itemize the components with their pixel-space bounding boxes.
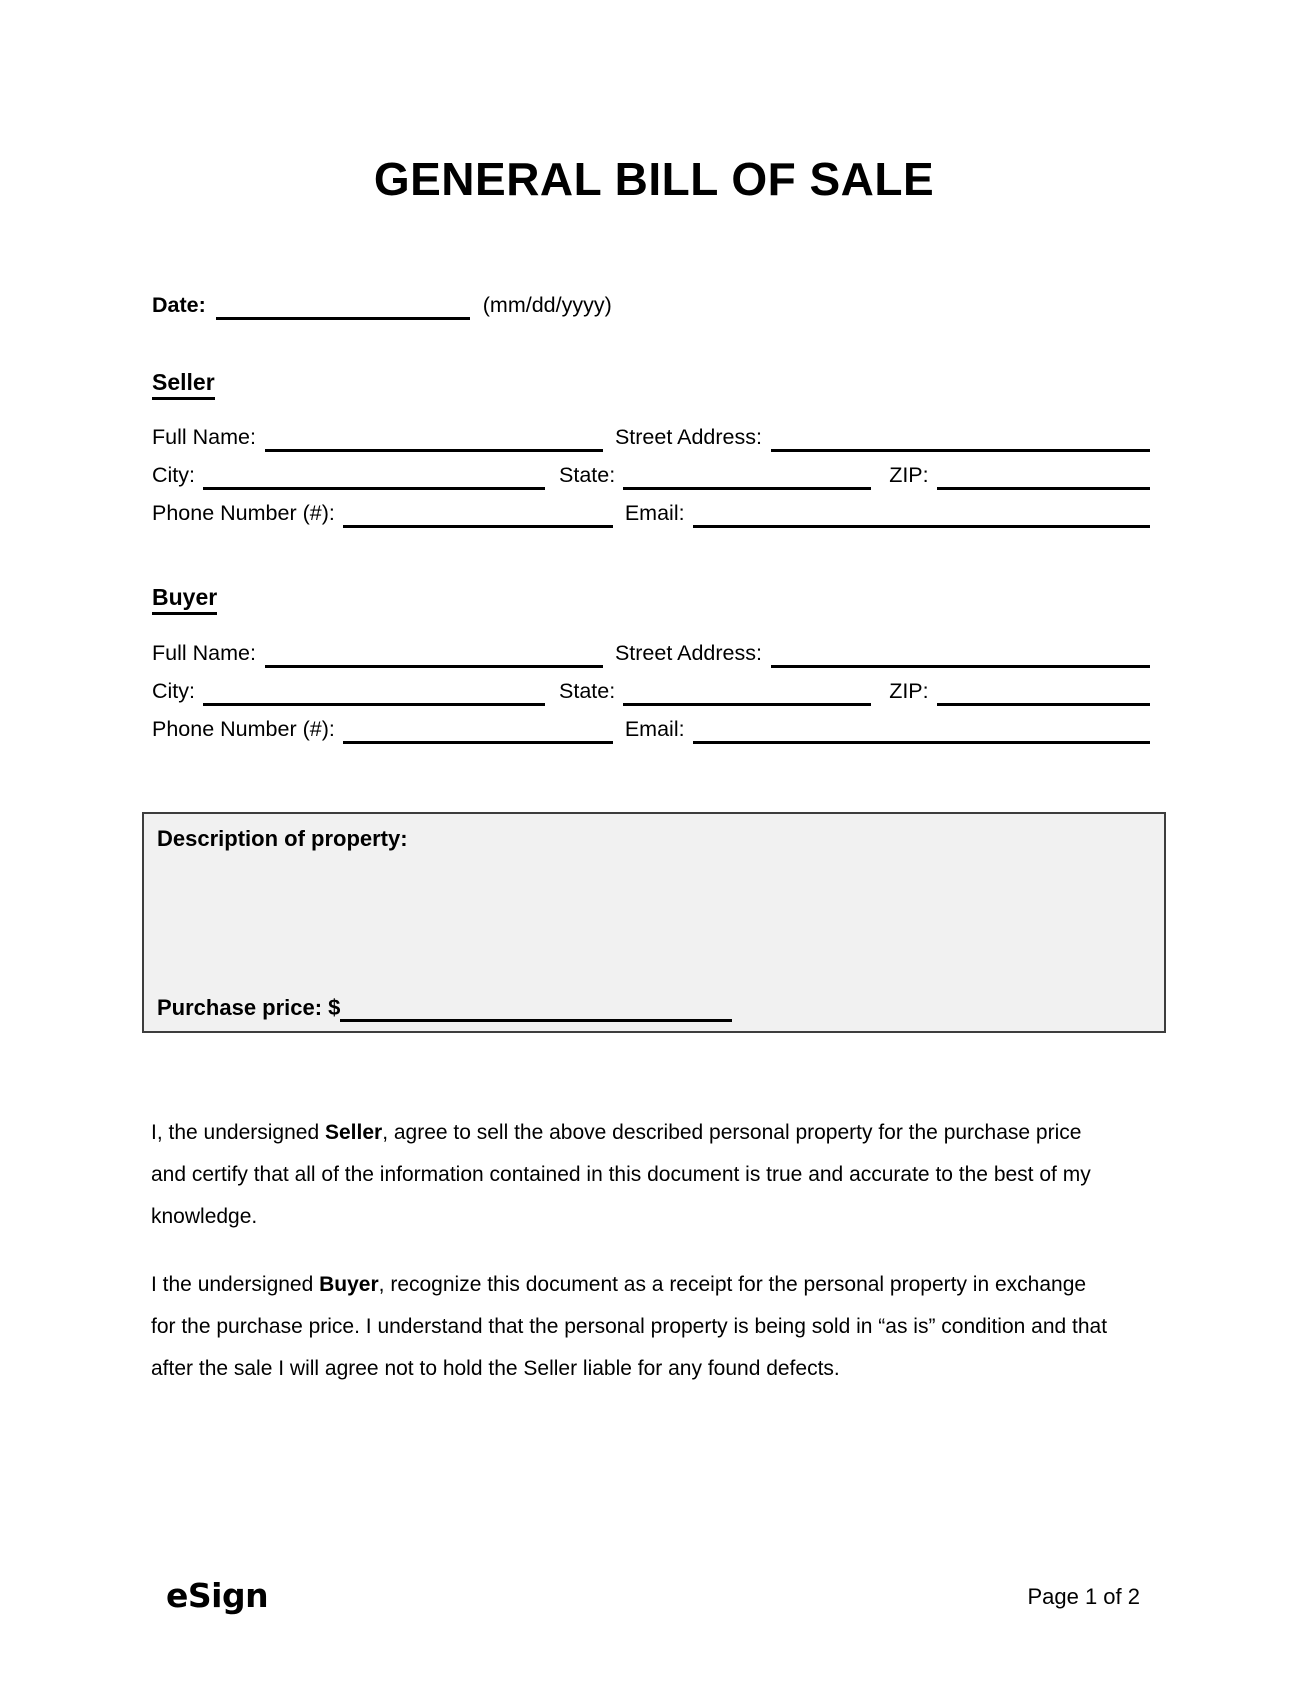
purchase-price-row [157, 992, 732, 1022]
buyer-full-name-label: Full Name: [152, 641, 256, 665]
buyer-phone-line [343, 717, 613, 744]
seller-clause-bold: Seller [324, 1121, 383, 1144]
date-line [216, 293, 470, 320]
buyer-full-name-line [265, 641, 603, 668]
buyer-clause-bold: Buyer [319, 1273, 379, 1296]
buyer-street-address-label: Street Address: [614, 641, 762, 665]
seller-city-label: City: [152, 463, 195, 487]
seller-street-address-line [771, 425, 1150, 452]
seller-email-line [693, 501, 1150, 528]
seller-phone-email-row [152, 498, 1150, 528]
buyer-zip-line [937, 679, 1150, 706]
seller-email-label: Email: [624, 501, 685, 525]
purchase-price-line [340, 995, 732, 1022]
buyer-heading-text: Buyer [152, 585, 217, 615]
date-label: Date: [152, 293, 206, 317]
currency-symbol: $ [328, 995, 341, 1020]
buyer-zip-label: ZIP: [889, 679, 929, 703]
property-description-label: Description of property: [157, 826, 408, 851]
seller-full-name-line [265, 425, 603, 452]
buyer-email-label: Email: [624, 717, 685, 741]
seller-state-line [623, 463, 871, 490]
page-indicator: Page 1 of 2 [1027, 1584, 1140, 1609]
buyer-name-address-row [152, 638, 1150, 668]
seller-city-state-zip-row [152, 460, 1150, 490]
buyer-phone-label: Phone Number (#): [152, 717, 335, 741]
seller-clause-suffix: , agree to sell the above described personal property for the purchase price and certify that all of the information contained in this document is true and accurate to the best of my knowledge. [151, 1121, 1091, 1228]
buyer-state-line [623, 679, 871, 706]
seller-name-address-row [152, 422, 1150, 452]
buyer-city-label: City: [152, 679, 195, 703]
buyer-clause-suffix: , recognize this document as a receipt for the personal property in exchange for the purchase price. I understand that the personal property is being sold in “as is” condition and that after the sale I will agree not to hold the Seller liable for any found defects. [151, 1273, 1108, 1380]
seller-clause-prefix: I, the undersigned [151, 1121, 325, 1144]
date-row [152, 290, 1150, 320]
page-title: GENERAL BILL OF SALE [373, 153, 935, 205]
date-format-hint: (mm/dd/yyyy) [482, 293, 612, 317]
seller-heading-text: Seller [152, 370, 215, 400]
buyer-street-address-line [771, 641, 1150, 668]
seller-street-address-label: Street Address: [614, 425, 762, 449]
seller-phone-line [343, 501, 613, 528]
buyer-heading [152, 585, 217, 615]
buyer-clause-prefix: I the undersigned [151, 1273, 320, 1296]
seller-city-line [203, 463, 545, 490]
esign-logo: eSign [166, 1576, 269, 1615]
seller-heading [152, 370, 215, 400]
property-description-box [142, 812, 1166, 1033]
buyer-clause [151, 1264, 1109, 1390]
purchase-price-label: Purchase price: [157, 995, 323, 1020]
seller-phone-label: Phone Number (#): [152, 501, 335, 525]
seller-full-name-label: Full Name: [152, 425, 256, 449]
seller-state-label: State: [559, 463, 616, 487]
buyer-email-line [693, 717, 1150, 744]
buyer-state-label: State: [559, 679, 616, 703]
property-description-value [157, 858, 1151, 971]
buyer-city-state-zip-row [152, 676, 1150, 706]
seller-clause [151, 1112, 1109, 1238]
seller-zip-line [937, 463, 1150, 490]
buyer-phone-email-row [152, 714, 1150, 744]
seller-zip-label: ZIP: [889, 463, 929, 487]
buyer-city-line [203, 679, 545, 706]
